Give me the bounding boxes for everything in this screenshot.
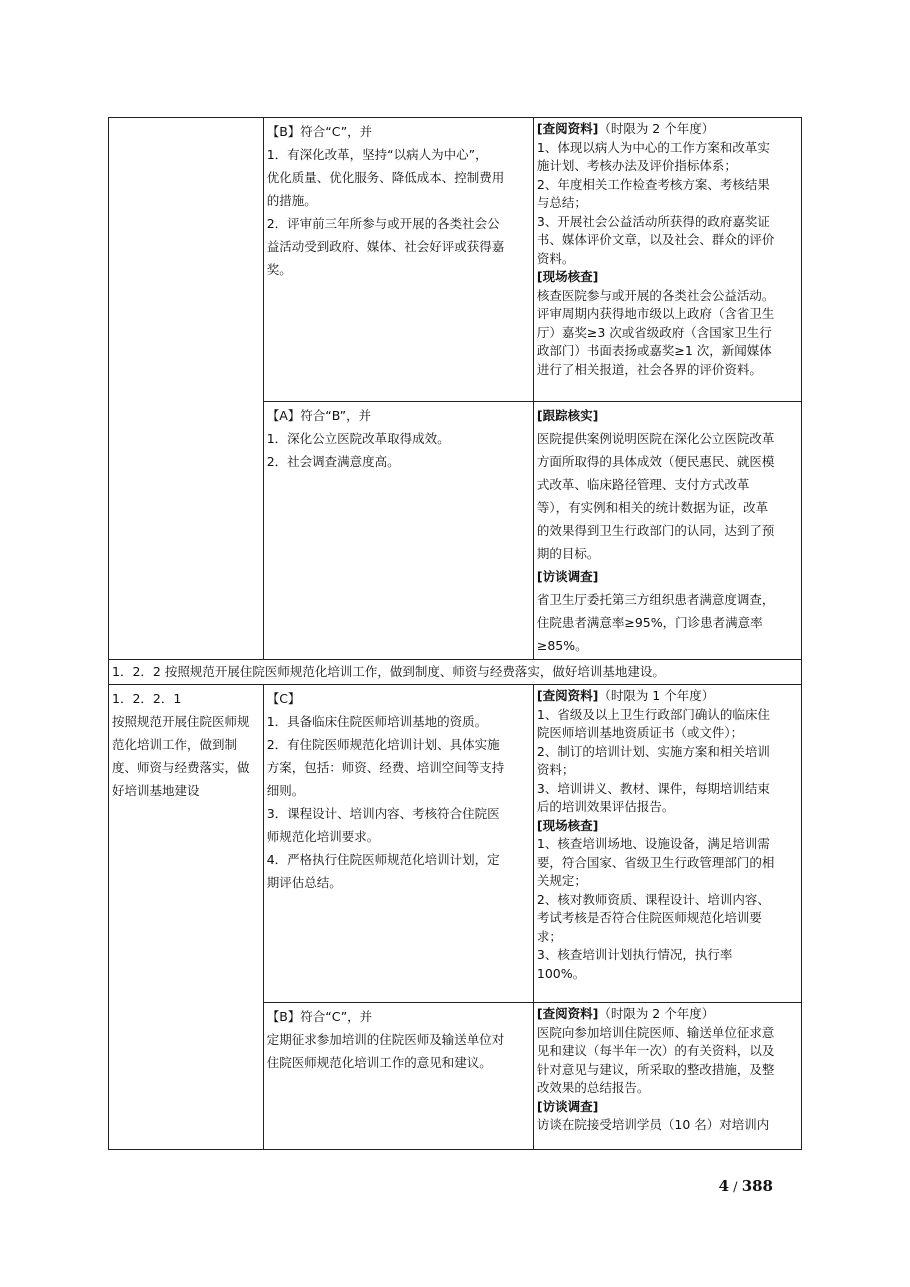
text-line <box>537 231 798 250</box>
text-line <box>537 854 798 873</box>
line-text: 书、媒体评价文章，以及社会、群众的评价 <box>536 232 775 247</box>
standards-table <box>108 117 802 1150</box>
line-text: 院医师培训基地资质证书（或文件）； <box>536 725 744 740</box>
section-label: [访谈调查] <box>536 1098 599 1114</box>
line-text: 1、核查培训场地、设施设备，满足培训需 <box>536 836 770 851</box>
level-a-cell <box>263 402 533 660</box>
text-line <box>537 634 798 657</box>
text-line <box>537 588 798 611</box>
text-line <box>537 761 798 780</box>
evaluation-text <box>537 120 798 379</box>
line-text: 1、体现以病人为中心的工作方案和改革实 <box>536 139 770 155</box>
line-text: 厅）嘉奖≥3 次或省级政府（含国家卫生行 <box>536 324 772 340</box>
text-line: 范化培训工作，做到制 <box>112 737 238 752</box>
line-text: 考试考核是否符合住院医师规范化培训要 <box>536 910 762 925</box>
level-b-text <box>267 1005 530 1074</box>
text-line <box>537 404 798 427</box>
text-line: 好培训基地建设 <box>112 783 200 798</box>
line-text: 改效果的总结报告。 <box>536 1080 650 1095</box>
line-text: 关规定； <box>536 873 587 888</box>
text-line: 4．严格执行住院医师规范化培训计划，定 <box>266 852 500 867</box>
text-line <box>537 361 798 380</box>
total-pages: 388 <box>741 1177 773 1195</box>
text-line <box>537 743 798 762</box>
evaluation-text <box>537 404 798 657</box>
text-line <box>537 139 798 158</box>
section-heading: 1．2．2 按照规范开展住院医师规范化培训工作，做到制度、师资与经费落实，做好培训基地建设。 <box>109 660 802 685</box>
line-text: 资料。 <box>536 250 575 266</box>
text-line: 2．社会调查满意度高。 <box>266 454 400 469</box>
text-line: 1．深化公立医院改革取得成效。 <box>266 431 450 446</box>
line-text: 资料； <box>536 762 575 777</box>
text-line <box>537 287 798 306</box>
evaluation-cell <box>533 685 801 1003</box>
line-text: 施计划、考核办法及评价指标体系； <box>536 158 737 173</box>
line-text: 进行了相关报道，社会各界的评价资料。 <box>536 361 762 377</box>
line-text: 与总结； <box>536 195 587 210</box>
line-text: 住院患者满意率≥95%，门诊患者满意率 <box>536 615 763 630</box>
line-text: 后的培训效果评估报告。 <box>536 799 675 814</box>
level-c-cell <box>263 685 533 1003</box>
text-line: 度、师资与经费落实，做 <box>112 760 250 775</box>
evaluation-cell <box>533 1003 801 1150</box>
text-line: 【B】符合“C”，并 <box>266 1009 373 1024</box>
text-line: 2．评审前三年所参与或开展的各类社会公 <box>266 216 500 231</box>
text-line: 方案，包括：师资、经费、培训空间等支持 <box>266 760 505 775</box>
line-text: 求； <box>536 928 562 944</box>
text-line <box>537 194 798 213</box>
text-line <box>537 427 798 450</box>
evaluation-text <box>537 687 798 983</box>
line-text: 核查医院参与或开展的各类社会公益活动。 <box>536 287 775 303</box>
line-text: 针对意见与建议，所采取的整改措施，及整 <box>536 1061 775 1077</box>
text-line <box>537 965 798 984</box>
text-line <box>537 724 798 743</box>
evaluation-cell <box>533 118 801 402</box>
section-label: [访谈调查] <box>536 569 599 584</box>
text-line <box>537 120 798 139</box>
item-cell <box>109 685 264 1150</box>
text-line: 1．具备临床住院医师培训基地的资质。 <box>266 714 488 729</box>
line-text: 方面所取得的具体成效（便民惠民、就医模 <box>536 454 775 469</box>
text-line <box>537 928 798 947</box>
line-text: 见和建议（每半年一次）的有关资料，以及 <box>536 1043 775 1058</box>
text-line <box>537 268 798 287</box>
text-line <box>537 817 798 836</box>
line-text: 要，符合国家、省级卫生行政管理部门的相 <box>536 854 775 870</box>
level-a-text <box>267 404 530 473</box>
text-line: 2．有住院医师规范化培训计划、具体实施 <box>266 737 500 752</box>
text-line: 【A】符合“B”，并 <box>266 408 372 423</box>
level-b-cell <box>263 118 533 402</box>
line-text: 式改革、临床路径管理、支付方式改革 <box>536 477 750 492</box>
table-row <box>109 685 802 1003</box>
evaluation-cell <box>533 402 801 660</box>
text-line <box>537 872 798 891</box>
text-line <box>537 1024 798 1043</box>
line-text: 2、核对教师资质、课程设计、培训内容、 <box>536 891 770 907</box>
text-line: 优化质量、优化服务、降低成本、控制费用 <box>266 170 505 185</box>
text-line: 住院医师规范化培训工作的意见和建议。 <box>266 1055 492 1070</box>
text-line <box>537 946 798 965</box>
text-line <box>537 611 798 634</box>
text-line: 3．课程设计、培训内容、考核符合住院医 <box>266 806 500 821</box>
line-text: 2、制订的培训计划、实施方案和相关培训 <box>536 743 770 759</box>
text-line <box>537 687 798 706</box>
text-line <box>537 213 798 232</box>
text-line: 定期征求参加培训的住院医师及输送单位对 <box>266 1032 505 1047</box>
line-text: 3、核查培训计划执行情况，执行率 <box>536 947 733 962</box>
line-text: 2、年度相关工作检查考核方案、考核结果 <box>536 176 770 192</box>
text-line: 的措施。 <box>266 193 317 208</box>
text-line <box>537 496 798 519</box>
text-line <box>537 473 798 496</box>
text-line: 师规范化培训要求。 <box>266 829 380 844</box>
text-line <box>537 1042 798 1061</box>
text-line <box>537 891 798 910</box>
text-line: 期评估总结。 <box>266 875 342 890</box>
line-text: 3、培训讲义、教材、课件，每期培训结束 <box>536 780 770 796</box>
text-line <box>537 798 798 817</box>
text-line <box>537 342 798 361</box>
section-label: [现场核查] <box>536 817 599 833</box>
text-line: 1．2．2．1 <box>112 691 182 706</box>
evaluation-text <box>537 1005 798 1135</box>
line-text: 政部门）书面表扬或嘉奖≥1 次，新闻媒体 <box>536 343 772 358</box>
text-line: 【B】符合“C”，并 <box>266 124 373 139</box>
line-text: 访谈在院接受培训学员（10 名）对培训内 <box>536 1117 770 1132</box>
text-line <box>537 706 798 725</box>
text-line <box>537 1079 798 1098</box>
section-label: [查阅资料] <box>536 121 599 136</box>
item-cell-empty <box>109 118 264 660</box>
text-line <box>537 1061 798 1080</box>
line-text: 1、省级及以上卫生行政部门确认的临床住 <box>536 706 770 722</box>
line-text: ≥85%。 <box>536 638 588 653</box>
table-row <box>109 118 802 402</box>
text-line <box>537 835 798 854</box>
line-text: 省卫生厅委托第三方组织患者满意度调查， <box>536 592 775 607</box>
text-line <box>537 565 798 588</box>
text-line: 按照规范开展住院医师规 <box>112 714 250 729</box>
section-label: [现场核查] <box>536 269 599 284</box>
text-line <box>537 1098 798 1117</box>
line-text: 期的目标。 <box>536 546 600 561</box>
page-separator: / <box>729 1180 742 1195</box>
text-line: 1．有深化改革，坚持“以病人为中心”， <box>266 147 488 162</box>
text-line <box>537 1116 798 1135</box>
text-line <box>537 909 798 928</box>
level-c-text <box>267 687 530 894</box>
line-text: （时限为 2 个年度） <box>598 121 715 136</box>
text-line <box>537 542 798 565</box>
section-label: [跟踪核实] <box>536 408 599 423</box>
text-line <box>537 780 798 799</box>
text-line: 奖。 <box>266 262 292 277</box>
item-text <box>112 687 260 802</box>
line-text: 3、开展社会公益活动所获得的政府嘉奖证 <box>536 213 770 229</box>
text-line <box>537 450 798 473</box>
line-text: （时限为 1 个年度） <box>598 688 715 703</box>
line-text: 评审周期内获得地市级以上政府（含省卫生 <box>536 306 775 321</box>
table-row <box>109 660 802 685</box>
text-line <box>537 250 798 269</box>
line-text: 医院向参加培训住院医师、输送单位征求意 <box>536 1024 775 1040</box>
level-b-text <box>267 120 530 281</box>
line-text: 100%。 <box>536 965 586 981</box>
line-text: （时限为 2 个年度） <box>598 1006 715 1021</box>
text-line <box>537 1005 798 1024</box>
text-line <box>537 157 798 176</box>
text-line <box>537 519 798 542</box>
current-page: 4 <box>718 1177 730 1195</box>
text-line: 【C】 <box>266 691 301 706</box>
section-label: [查阅资料] <box>536 688 599 703</box>
line-text: 等），有实例和相关的统计数据为证，改革 <box>536 500 769 515</box>
text-line <box>537 176 798 195</box>
section-label: [查阅资料] <box>536 1006 599 1021</box>
text-line: 细则。 <box>266 783 305 798</box>
text-line: 益活动受到政府、媒体、社会好评或获得嘉 <box>266 239 505 254</box>
level-b-cell <box>263 1003 533 1150</box>
text-line <box>537 324 798 343</box>
line-text: 的效果得到卫生行政部门的认同，达到了预 <box>536 523 775 538</box>
page-number <box>719 1177 773 1195</box>
line-text: 医院提供案例说明医院在深化公立医院改革 <box>536 431 775 446</box>
text-line <box>537 305 798 324</box>
